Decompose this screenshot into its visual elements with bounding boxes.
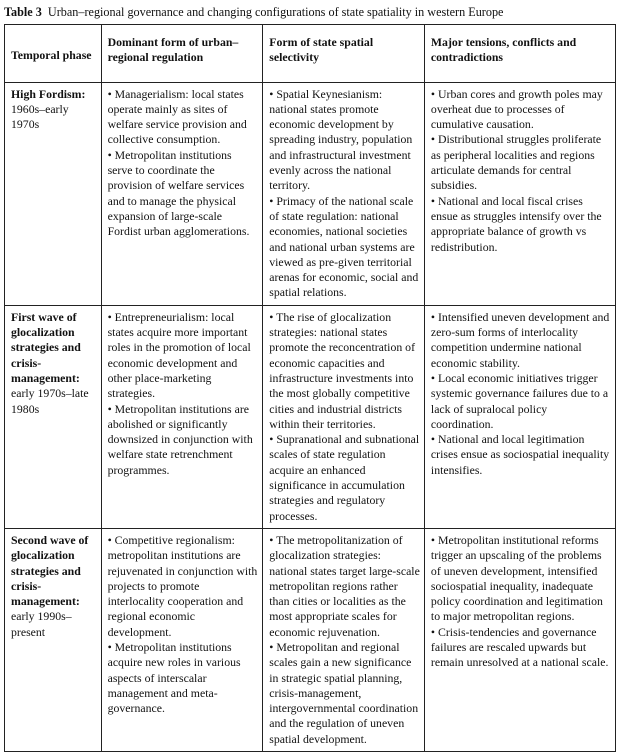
header-temporal-phase: Temporal phase bbox=[5, 25, 102, 83]
list-item: • The rise of glocalization strategies: national states promote the reconcentration of economic capacities and infrastructure investments into the most globally competitive cities and industrial districts within their territories. bbox=[269, 309, 416, 431]
table-row bbox=[5, 82, 616, 305]
list-item: • Metropolitan institutions serve to coordinate the provision of welfare services and to manage the physical expansion of large-scale Fordist urban agglomerations. bbox=[107, 147, 250, 239]
tensions-cell bbox=[424, 528, 615, 751]
regulation-cell bbox=[101, 305, 263, 528]
phase-period: 1960s–early 1970s bbox=[11, 101, 69, 132]
regulation-cell bbox=[101, 528, 263, 751]
selectivity-cell bbox=[263, 305, 425, 528]
tensions-cell bbox=[424, 82, 615, 305]
phase-title: First wave of glocalization strategies and crisis-management: bbox=[11, 309, 81, 385]
phase-cell bbox=[5, 305, 102, 528]
table-row bbox=[5, 528, 616, 751]
list-item: • Primacy of the national scale of state regulation: national economies, national societies and national urban systems are viewed as pre-given territorial arenas for economic, social and spatial relations. bbox=[269, 193, 419, 300]
phase-cell bbox=[5, 82, 102, 305]
list-item: • National and local fiscal crises ensue as struggles intensify over the appropriate balance of growth vs redistribution. bbox=[430, 193, 602, 254]
list-item: • Metropolitan institutions acquire new roles in various aspects of interscalar management and meta-governance. bbox=[107, 639, 241, 716]
header-row bbox=[5, 25, 616, 83]
header-regulation: Dominant form of urban–regional regulation bbox=[101, 25, 263, 83]
list-item: • Entrepreneurialism: local states acquire more important roles in the promotion of local economic development and other place-marketing strategies. bbox=[107, 309, 251, 401]
phase-title: Second wave of glocalization strategies and crisis-management: bbox=[11, 532, 89, 609]
list-item: • Distributional struggles proliferate as peripheral localities and regions articulate demands for central subsidies. bbox=[430, 132, 602, 193]
header-tensions: Major tensions, conflicts and contradictions bbox=[424, 25, 615, 83]
phase-title: High Fordism: bbox=[11, 86, 86, 101]
list-item: • Metropolitan institutions are abolished or significantly downsized in conjunction with welfare state retrenchment programmes. bbox=[107, 401, 253, 477]
list-item: • Spatial Keynesianism: national states promote economic development by spreading industry, population and infrastructural investment evenly across the national territory. bbox=[269, 86, 413, 193]
list-item: • Metropolitan institutional reforms trigger an upscaling of the problems of uneven development, intensified sociospatial inequality, inadequate policy coordination and legitimation to major metropolitan regions. bbox=[430, 532, 603, 624]
table-caption-label: Table 3 bbox=[4, 5, 42, 19]
table-caption bbox=[4, 4, 503, 20]
governance-table bbox=[4, 24, 616, 752]
tensions-cell bbox=[424, 305, 615, 528]
phase-period: early 1970s–late 1980s bbox=[11, 386, 89, 416]
phase-cell bbox=[5, 528, 102, 751]
list-item: • Competitive regionalism: metropolitan institutions are rejuvenated in conjunction with projects to promote interlocality cooperation and regional economic development. bbox=[107, 532, 258, 639]
list-item: • Supranational and subnational scales of state regulation acquire an enhanced significance in accumulation strategies and regulatory processes. bbox=[269, 432, 420, 523]
list-item: • Managerialism: local states operate mainly as sites of welfare service provision and collective consumption. bbox=[107, 86, 247, 147]
list-item: • National and local legitimation crises ensue as sociospatial inequality intensifies. bbox=[430, 432, 610, 477]
table-caption-text: Urban–regional governance and changing configurations of state spatiality in western Europe bbox=[47, 5, 504, 19]
header-selectivity: Form of state spatial selectivity bbox=[263, 25, 425, 83]
regulation-cell bbox=[101, 82, 263, 305]
list-item: • Intensified uneven development and zero-sum forms of interlocality competition undermine national economic stability. bbox=[430, 309, 610, 370]
list-item: • Crisis-tendencies and governance failures are rescaled upwards but remain unresolved at a national scale. bbox=[430, 624, 609, 670]
list-item: • Urban cores and growth poles may overheat due to processes of cumulative causation. bbox=[430, 86, 603, 132]
table-row bbox=[5, 305, 616, 528]
selectivity-cell bbox=[263, 528, 425, 751]
phase-period: early 1990s–present bbox=[11, 609, 72, 639]
list-item: • Local economic initiatives trigger systemic governance failures due to a lack of supralocal policy coordination. bbox=[430, 370, 609, 431]
list-item: • The metropolitanization of glocalization strategies: national states target large-scale metropolitan regions rather than cities or localities as the most appropriate scales for economic rejuvenation. bbox=[269, 532, 420, 639]
list-item: • Metropolitan and regional scales gain a new significance in strategic spatial planning, crisis-management, intergovernmental coordination and the regulation of uneven spatial development. bbox=[269, 639, 419, 746]
selectivity-cell bbox=[263, 82, 425, 305]
